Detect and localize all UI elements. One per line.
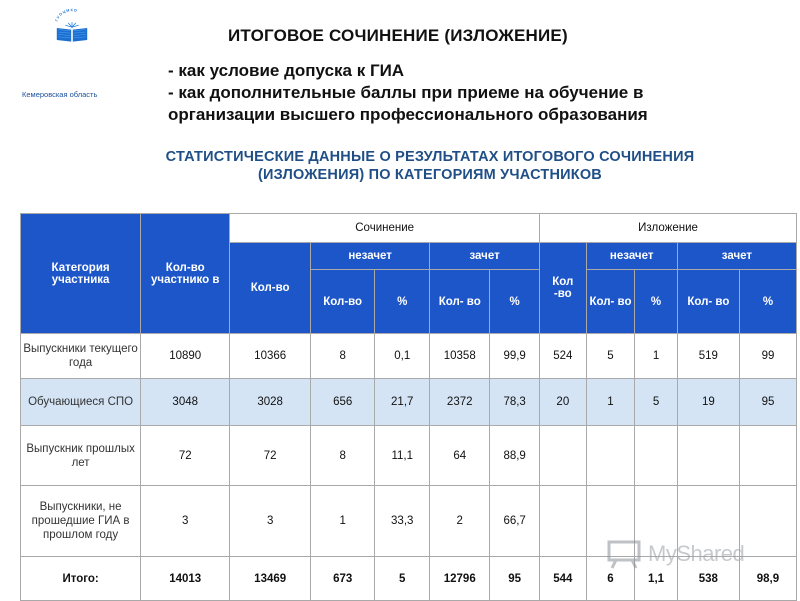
table-cell: 5 xyxy=(375,557,430,601)
table-cell: 10358 xyxy=(430,334,490,379)
table-cell xyxy=(677,426,739,486)
table-cell xyxy=(540,426,587,486)
table-cell: 2372 xyxy=(430,379,490,426)
table-cell: 2 xyxy=(430,486,490,557)
logo-arc-text: Г У О Ц М К О xyxy=(54,8,78,22)
statistics-heading-line: СТАТИСТИЧЕСКИЕ ДАННЫЕ О РЕЗУЛЬТАТАХ ИТОГОВОГО СОЧИНЕНИЯ xyxy=(165,149,695,165)
header-sub-count: Кол- во xyxy=(677,270,739,334)
header-sub-count: Кол- во xyxy=(430,270,490,334)
table-cell: 3 xyxy=(141,486,230,557)
header-category: Категория участника xyxy=(21,214,141,334)
header-participant-count: Кол-во участнико в xyxy=(141,214,230,334)
watermark xyxy=(606,537,776,571)
table-cell: 3028 xyxy=(230,379,311,426)
table-cell: 20 xyxy=(540,379,587,426)
header-presentation-pass: зачет xyxy=(677,243,796,270)
bullet-list xyxy=(168,60,648,126)
table-cell: 6 xyxy=(586,557,635,601)
table-cell: 33,3 xyxy=(375,486,430,557)
book-logo-icon xyxy=(22,8,122,48)
table-cell: 95 xyxy=(490,557,540,601)
table-cell: 656 xyxy=(311,379,375,426)
header-essay-fail: незачет xyxy=(311,243,430,270)
table-cell: 10366 xyxy=(230,334,311,379)
table-cell: 21,7 xyxy=(375,379,430,426)
page-title: ИТОГОВОЕ СОЧИНЕНИЕ (ИЗЛОЖЕНИЕ) xyxy=(228,26,568,45)
table-cell: 0,1 xyxy=(375,334,430,379)
table-cell: 12796 xyxy=(430,557,490,601)
table-cell: 3048 xyxy=(141,379,230,426)
table-cell: 13469 xyxy=(230,557,311,601)
table-cell: 99 xyxy=(739,334,796,379)
bullet-item: организации высшего профессионального образования xyxy=(168,105,648,124)
header-essay: Сочинение xyxy=(230,214,540,243)
table-row xyxy=(21,334,797,379)
table-row xyxy=(21,379,797,426)
table-cell: 3 xyxy=(230,486,311,557)
logo-caption: Кемеровская область xyxy=(22,90,98,99)
row-category: Выпускники текущего года xyxy=(21,334,141,379)
svg-text:Г У О Ц М К О xyxy=(55,8,78,22)
table-cell: 544 xyxy=(540,557,587,601)
row-category: Обучающиеся СПО xyxy=(21,379,141,426)
header-presentation: Изложение xyxy=(540,214,797,243)
table-cell: 14013 xyxy=(141,557,230,601)
table-cell: 5 xyxy=(586,334,635,379)
table-cell: 11,1 xyxy=(375,426,430,486)
table-cell: 538 xyxy=(677,557,739,601)
table-cell xyxy=(540,486,587,557)
table-cell: 1 xyxy=(586,379,635,426)
table-cell: 64 xyxy=(430,426,490,486)
table-cell: 99,9 xyxy=(490,334,540,379)
header-presentation-count: Кол -во xyxy=(540,243,587,334)
table-cell xyxy=(586,426,635,486)
bullet-item: - как условие допуска к ГИА xyxy=(168,61,405,80)
table-cell: 72 xyxy=(141,426,230,486)
statistics-heading xyxy=(60,148,800,184)
header-presentation-fail: незачет xyxy=(586,243,677,270)
table-cell: 1 xyxy=(635,334,677,379)
header-sub-count: Кол-во xyxy=(311,270,375,334)
table-cell: 673 xyxy=(311,557,375,601)
statistics-heading-line: (ИЗЛОЖЕНИЯ) ПО КАТЕГОРИЯМ УЧАСТНИКОВ xyxy=(258,167,602,183)
table-cell: 98,9 xyxy=(739,557,796,601)
table-cell: 66,7 xyxy=(490,486,540,557)
header-sub-percent: % xyxy=(490,270,540,334)
row-category: Выпускники, не прошедшие ГИА в прошлом году xyxy=(21,486,141,557)
table-cell: 88,9 xyxy=(490,426,540,486)
header-sub-percent: % xyxy=(375,270,430,334)
presentation-board-icon xyxy=(606,539,644,569)
table-cell: 8 xyxy=(311,334,375,379)
table-cell: 5 xyxy=(635,379,677,426)
total-label: Итого: xyxy=(21,557,141,601)
bullet-item: - как дополнительные баллы при приеме на обучение в xyxy=(168,83,644,102)
table-row xyxy=(21,426,797,486)
table-cell xyxy=(739,426,796,486)
table-cell: 8 xyxy=(311,426,375,486)
table-cell: 78,3 xyxy=(490,379,540,426)
header-sub-percent: % xyxy=(635,270,677,334)
watermark-text: MyShared xyxy=(648,541,745,566)
header-essay-pass: зачет xyxy=(430,243,540,270)
header-sub-count: Кол- во xyxy=(586,270,635,334)
table-cell: 1,1 xyxy=(635,557,677,601)
table-cell: 72 xyxy=(230,426,311,486)
header-essay-count: Кол-во xyxy=(230,243,311,334)
table-cell: 19 xyxy=(677,379,739,426)
table-cell xyxy=(635,426,677,486)
row-category: Выпускник прошлых лет xyxy=(21,426,141,486)
header-sub-percent: % xyxy=(739,270,796,334)
table-cell: 10890 xyxy=(141,334,230,379)
table-cell: 524 xyxy=(540,334,587,379)
table-cell: 519 xyxy=(677,334,739,379)
table-cell: 95 xyxy=(739,379,796,426)
table-cell: 1 xyxy=(311,486,375,557)
